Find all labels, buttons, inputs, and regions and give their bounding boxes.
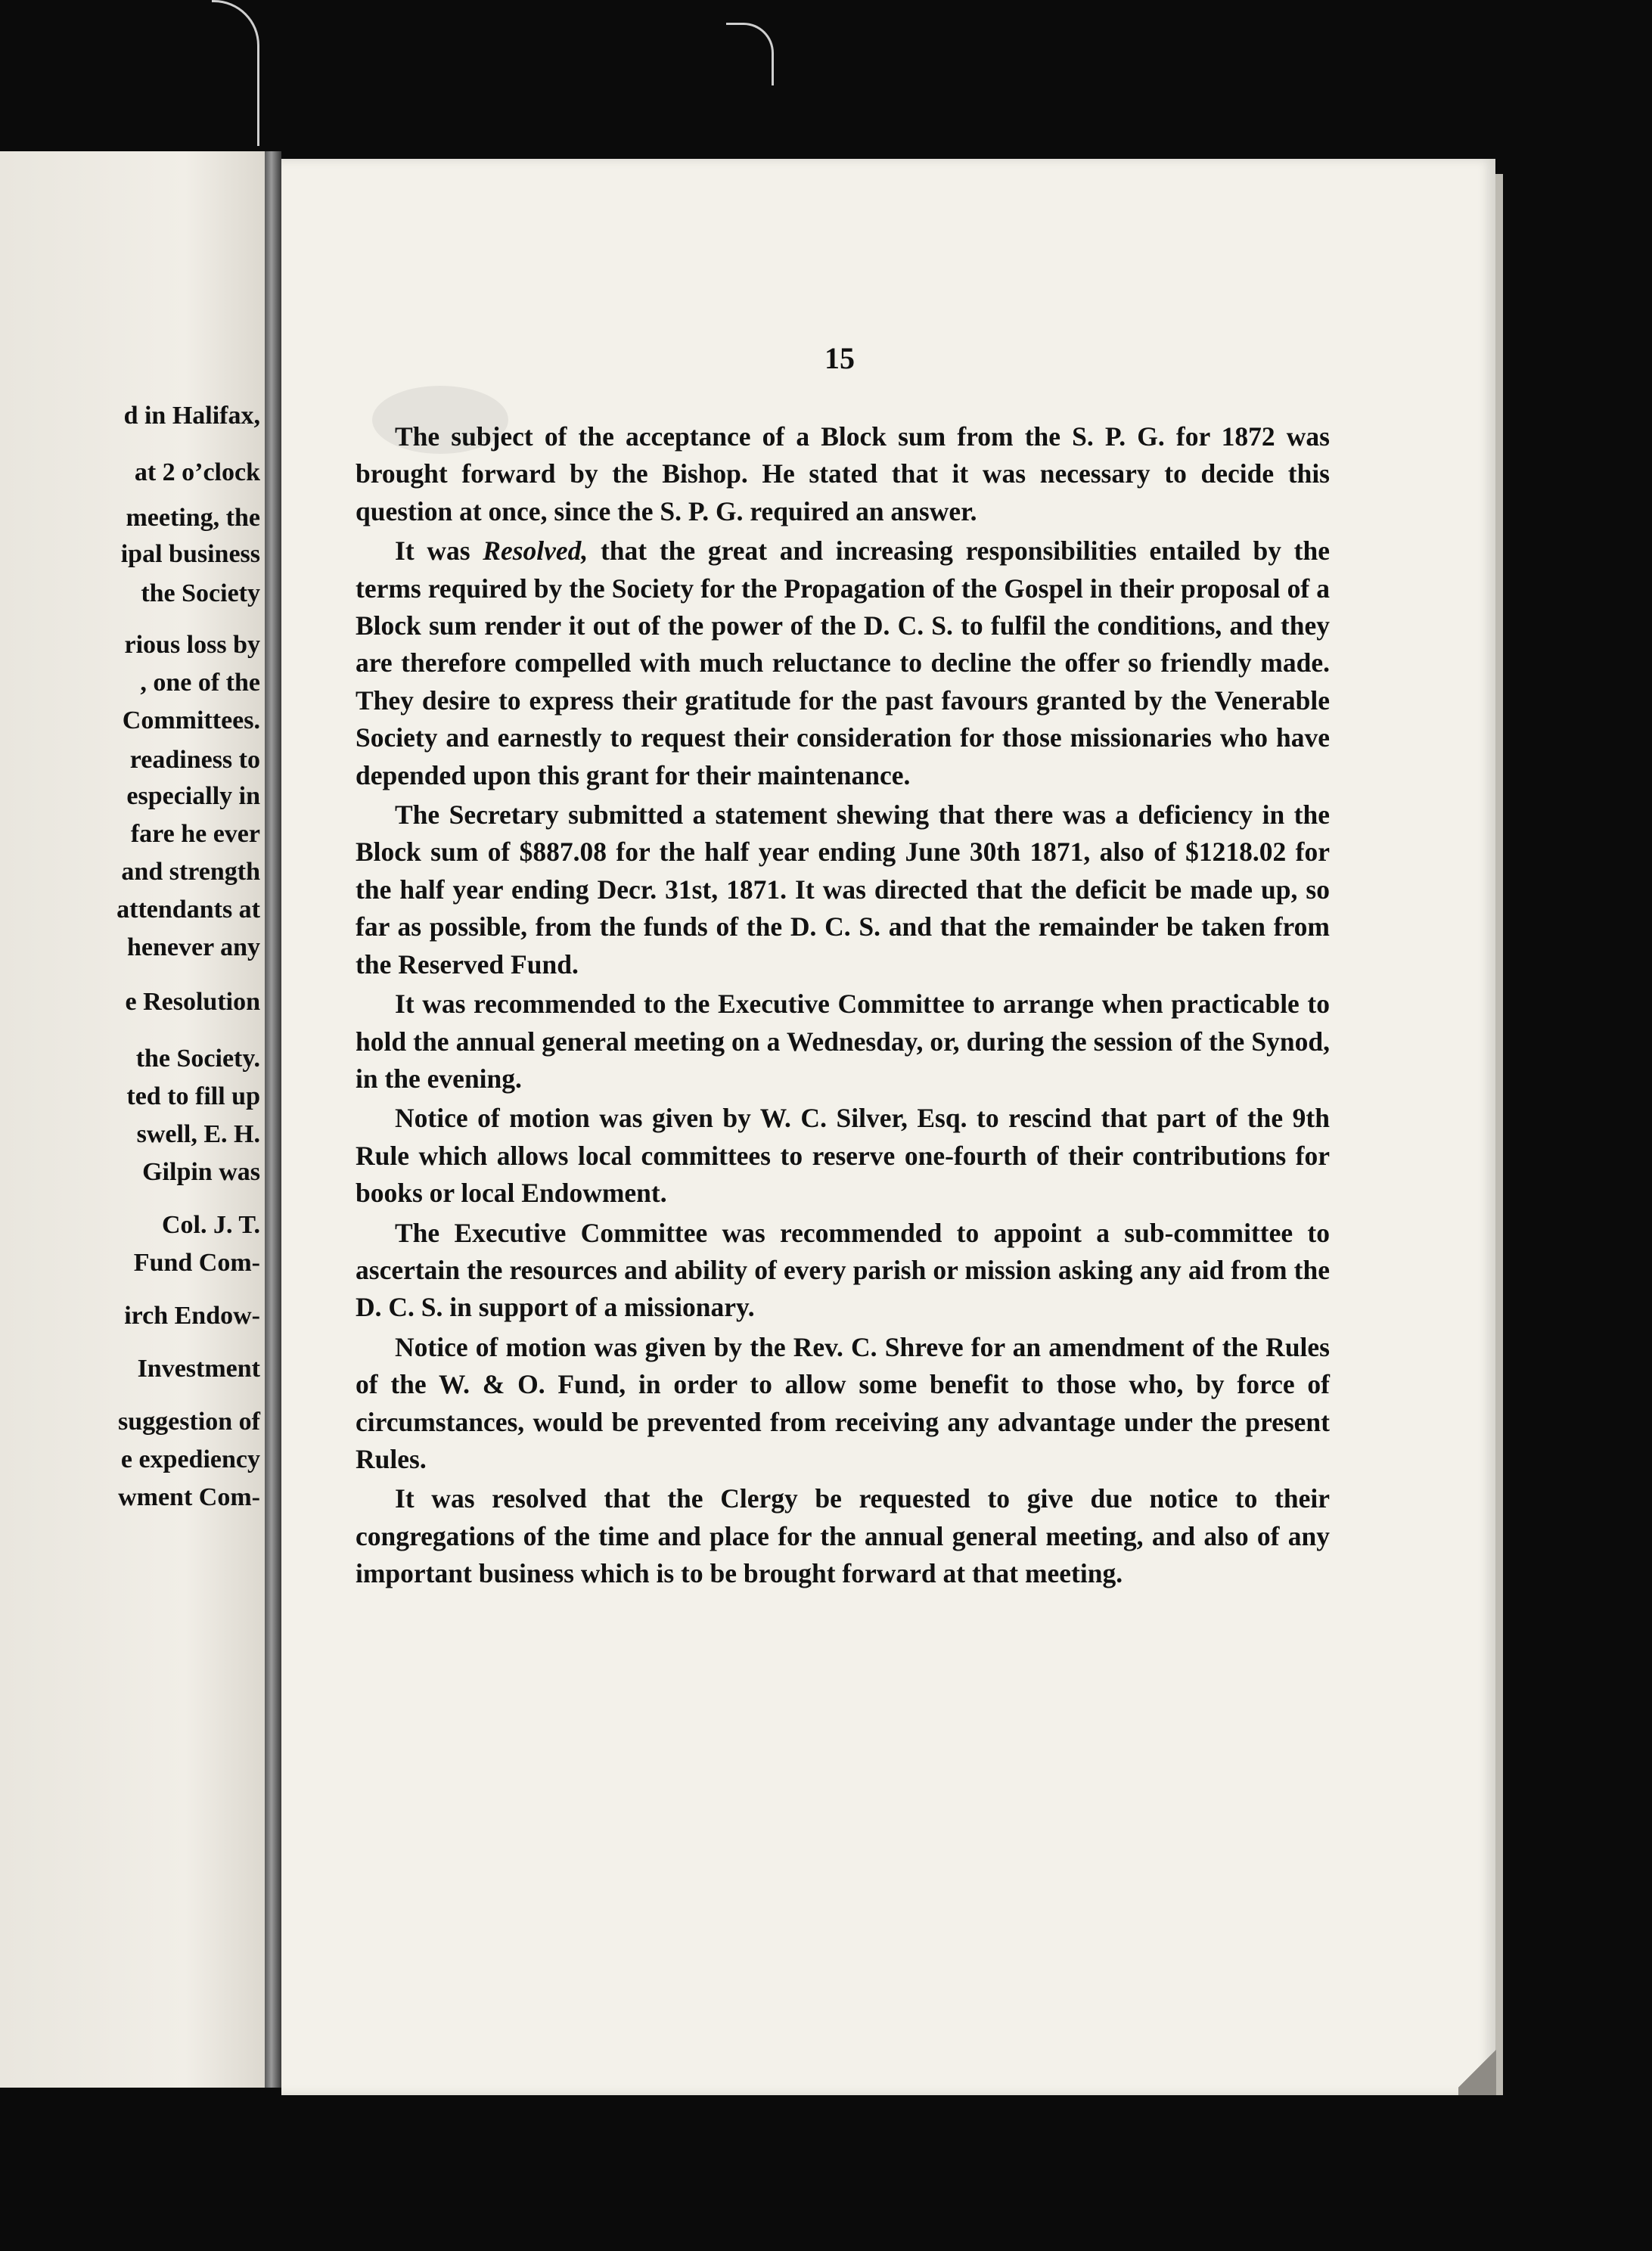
left-page-line: Investment [137,1355,260,1383]
binding-thread [212,0,259,146]
left-page-line: rious loss by [124,631,260,659]
left-page-line: irch Endow- [124,1302,260,1330]
paragraph-sfg-block-sum: The subject of the acceptance of a Block sum from the S. P. G. for 1872 was brought forward by the Bishop. He stated that it was necessary to decide this question at once, since the S. P. G. required an answer. [356,421,1330,526]
paragraph-subcommittee: The Executive Committee was recommended to appoint a sub-committee to ascertain the resources and ability of every parish or mission asking any aid from the D. C. S. in support of a missionary. [356,1217,1330,1323]
left-page-line: henever any [127,933,260,961]
left-page-line: ipal business [120,540,260,568]
left-page-line: especially in [126,782,260,810]
page-edge [1495,174,1503,2095]
left-page-line: the Society. [135,1045,260,1073]
page-body [356,418,1330,1593]
left-page-line: e expediency [120,1445,260,1473]
left-page-line: Col. J. T. [161,1211,260,1239]
paragraph-notice-silver: Notice of motion was given by W. C. Silver, Esq. to rescind that part of the 9th Rule which allows local committees to reserve one-fourth of their contributions for books or local Endowment. [356,1103,1330,1209]
paragraph-clergy-notice: It was resolved that the Clergy be requested to give due notice to their congregations of the time and place for the annual general meeting, and also of any important business which is to be brought forward at that meeting. [356,1483,1330,1589]
left-page-line: meeting, the [126,504,260,532]
left-page-line: wment Com- [118,1483,260,1511]
left-page-line: swell, E. H. [136,1120,260,1148]
page-corner-curl [1458,2042,1496,2095]
resolved-emphasis: Resolved, [483,536,588,567]
page-number: 15 [824,341,855,375]
left-page-line: , one of the [140,669,260,697]
resolution-prefix: It was [395,536,483,567]
paragraph-resolution [356,532,1330,794]
left-page-line: Gilpin was [142,1158,260,1186]
left-page-line: ted to fill up [126,1082,260,1110]
left-page-line: d in Halifax, [123,402,260,430]
left-page [0,151,265,2088]
left-page-line: attendants at [116,896,260,924]
paragraph-notice-shreve: Notice of motion was given by the Rev. C. Shreve for an amendment of the Rules of the W. & O. Fund, in order to allow some benefit to those who, by force of circumstances, would be prevented from receiving any advantage under the present Rules. [356,1331,1330,1474]
paragraph-annual-meeting: It was recommended to the Executive Committee to arrange when practicable to hold the annual general meeting on a Wednesday, or, during the session of the Synod, in the evening. [356,989,1330,1094]
left-page-line: suggestion of [118,1408,260,1436]
left-page-line: fare he ever [130,820,260,848]
left-page-line: Committees. [122,706,260,734]
left-page-line: Fund Com- [133,1249,260,1277]
left-page-line: the Society [141,579,260,607]
book-gutter [265,151,281,2088]
left-page-line: and strength [121,858,260,886]
left-page-line: e Resolution [125,988,260,1016]
paragraph-deficiency: The Secretary submitted a statement shewing that there was a deficiency in the Block sum of $887.08 for the half year ending June 30th 1871, also of $1218.02 for the half year ending Decr. 31st, 1871. It was directed that the deficit be made up, so far as possible, from the funds of the D. C. S. and that the remainder be taken from the Reserved Fund. [356,799,1330,980]
resolution-text: that the great and increasing responsibilities entailed by the terms required by the Society for the Propagation of the Gospel in their proposal of a Block sum render it out of the power of the D. C. S. to fulfil the conditions, and they are therefore compelled with much reluctance to decline the offer so friendly made. They desire to express their gratitude for the past favours granted by the Venerable Society and earnestly to request their consideration for those missionaries who have depended upon this grant for their maintenance. [356,536,1330,790]
binding-thread-2 [726,23,774,85]
left-page-line: at 2 o’clock [134,458,260,486]
left-page-line: readiness to [129,746,260,774]
